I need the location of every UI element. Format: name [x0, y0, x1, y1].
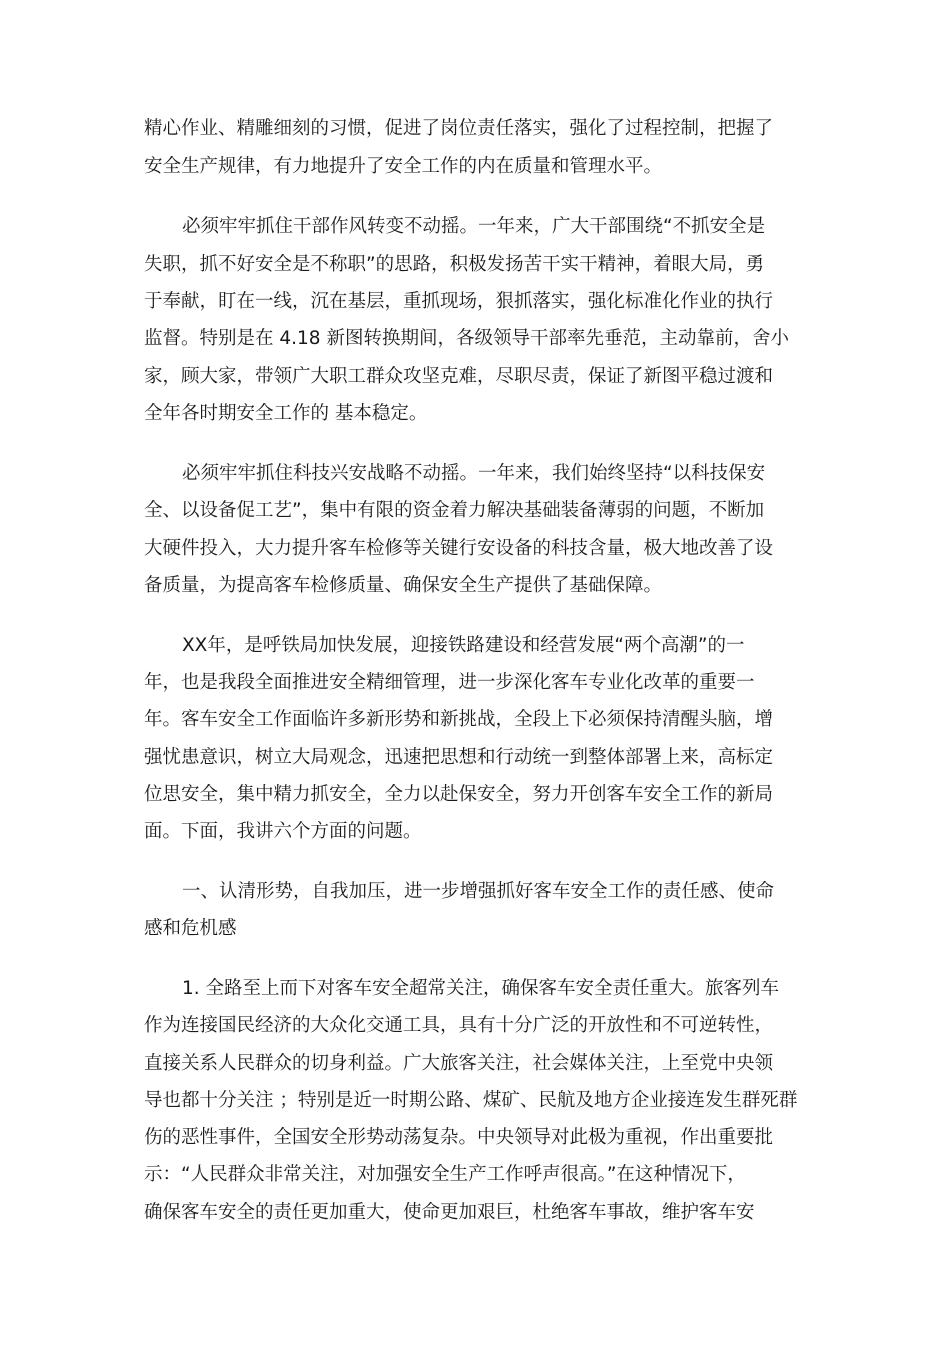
text-line: 伤的恶性事件，全国安全形势动荡复杂。中央领导对此极为重视，作出重要批 — [144, 1127, 774, 1148]
text-line: 失职，抓不好安全是不称职”的思路，积极发扬苦干实干精神，着眼大局，勇 — [144, 254, 765, 275]
text-line: 安全生产规律，有力地提升了安全工作的内在质量和管理水平。 — [144, 156, 663, 177]
text-line: 一、认清形势，自我加压，进一步增强抓好客车安全工作的责任感、使命 — [182, 881, 775, 902]
text-line: 全、以设备促工艺”，集中有限的资金着力解决基础装备薄弱的问题，不断加 — [144, 500, 765, 521]
text-line: 必须牢牢抓住干部作风转变不动摇。一年来，广大干部围绕“不抓安全是 — [182, 216, 766, 237]
text-line: 全年各时期安全工作的 基本稳定。 — [144, 403, 428, 424]
text-line: 示：“人民群众非常关注，对加强安全生产工作呼声很高。”在这种情况下， — [144, 1164, 746, 1185]
text-line: 导也都十分关注 ；特别是近一时期公路、煤矿、民航及地方企业接连发生群死群 — [144, 1090, 798, 1111]
text-line: 监督。特别是在 4.18 新图转换期间，各级领导干部率先垂范，主动靠前，舍小 — [144, 328, 789, 349]
text-line: 位思安全，集中精力抓安全，全力以赴保安全，努力开创客车安全工作的新局 — [144, 784, 774, 805]
text-line: 强忧患意识，树立大局观念，迅速把思想和行动统一到整体部署上来，高标定 — [144, 747, 774, 768]
text-line: XX年，是呼铁局加快发展，迎接铁路建设和经营发展“两个高潮”的一 — [182, 635, 745, 656]
text-line: 作为连接国民经济的大众化交通工具，具有十分广泛的开放性和不可逆转性， — [144, 1015, 774, 1036]
text-line: 必须牢牢抓住科技兴安战略不动摇。一年来，我们始终坚持“以科技保安 — [182, 463, 766, 484]
text-line: 感和危机感 — [144, 918, 237, 939]
text-line: 1. 全路至上而下对客车安全超常关注，确保客车安全责任重大。旅客列车 — [182, 978, 780, 999]
text-line: 年。客车安全工作面临许多新形势和新挑战，全段上下必须保持清醒头脑，增 — [144, 709, 774, 730]
text-line: 大硬件投入，大力提升客车检修等关键行安设备的科技含量，极大地改善了设 — [144, 538, 774, 559]
text-line: 直接关系人民群众的切身利益。广大旅客关注，社会媒体关注，上至党中央领 — [144, 1053, 774, 1074]
text-line: 精心作业、精雕细刻的习惯，促进了岗位责任落实，强化了过程控制，把握了 — [144, 118, 774, 139]
text-line: 备质量，为提高客车检修质量、确保安全生产提供了基础保障。 — [144, 575, 663, 596]
text-line: 确保客车安全的责任更加重大，使命更加艰巨，杜绝客车事故，维护客车安 — [144, 1202, 755, 1223]
text-line: 于奉献，盯在一线，沉在基层，重抓现场，狠抓落实，强化标准化作业的执行 — [144, 291, 774, 312]
text-line: 年，也是我段全面推进安全精细管理，进一步深化客车专业化改革的重要一 — [144, 672, 755, 693]
text-line: 面。下面，我讲六个方面的问题。 — [144, 821, 422, 842]
text-line: 家，顾大家，带领广大职工群众攻坚克难，尽职尽责，保证了新图平稳过渡和 — [144, 366, 774, 387]
